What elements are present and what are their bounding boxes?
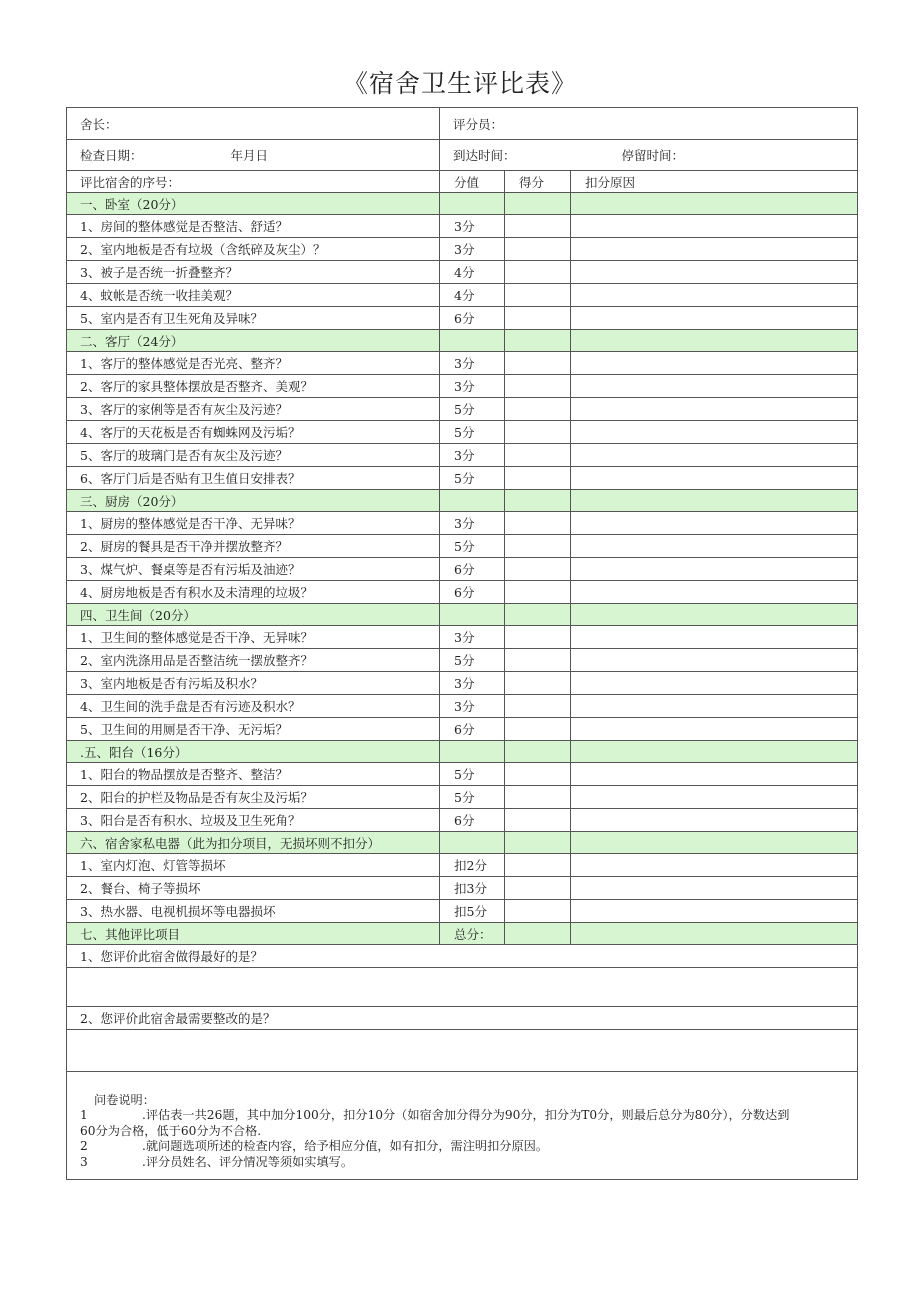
inspection-table <box>66 107 858 1180</box>
item-points: 4分 <box>440 261 505 284</box>
item-points: 3分 <box>440 215 505 238</box>
section-score-cell <box>505 604 571 626</box>
item-reason-input[interactable] <box>571 375 858 398</box>
item-points: 5分 <box>440 467 505 490</box>
time-field[interactable]: 到达时间： 停留时间： <box>440 140 858 171</box>
notes-cell <box>67 1072 858 1180</box>
section-row <box>67 604 858 626</box>
item-points: 3分 <box>440 695 505 718</box>
item-score-input[interactable] <box>505 398 571 421</box>
item-question: 3、煤气炉、餐桌等是否有污垢及油迹？ <box>67 558 440 581</box>
section-title: 七、其他评比项目 <box>67 923 440 945</box>
section-row <box>67 741 858 763</box>
note-number: 1 <box>80 1108 88 1123</box>
item-score-input[interactable] <box>505 535 571 558</box>
dorm-number-field[interactable]: 评比宿舍的序号： <box>67 171 440 193</box>
item-question: 5、卫生间的用厕是否干净、无污垢？ <box>67 718 440 741</box>
item-points: 3分 <box>440 512 505 535</box>
note-text: .评分员姓名、评分情况等须如实填写。 <box>142 1154 354 1169</box>
item-question: 1、房间的整体感觉是否整洁、舒适？ <box>67 215 440 238</box>
item-reason-input[interactable] <box>571 626 858 649</box>
item-points: 6分 <box>440 558 505 581</box>
item-row <box>67 854 858 877</box>
item-points: 6分 <box>440 718 505 741</box>
question-best: 1、您评价此宿舍做得最好的是？ <box>67 945 858 968</box>
item-row <box>67 626 858 649</box>
item-row <box>67 672 858 695</box>
item-score-input[interactable] <box>505 261 571 284</box>
item-reason-input[interactable] <box>571 854 858 877</box>
item-row <box>67 444 858 467</box>
date-field[interactable]: 检查日期： 年月日 <box>67 140 440 171</box>
item-reason-input[interactable] <box>571 467 858 490</box>
item-reason-input[interactable] <box>571 672 858 695</box>
leader-field[interactable]: 舍长： <box>67 108 440 140</box>
section-title: .五、阳台（16分） <box>67 741 440 763</box>
item-question: 1、室内灯泡、灯管等损坏 <box>67 854 440 877</box>
item-question: 5、客厅的玻璃门是否有灰尘及污迹？ <box>67 444 440 467</box>
notes-box <box>80 1081 857 1171</box>
item-score-input[interactable] <box>505 900 571 923</box>
section-reason-cell <box>571 741 858 763</box>
item-reason-input[interactable] <box>571 900 858 923</box>
section-title: 二、客厅（24分） <box>67 330 440 352</box>
notes-row <box>67 1072 858 1180</box>
section-reason-cell <box>571 330 858 352</box>
column-header-score: 得分 <box>505 171 571 193</box>
item-row <box>67 535 858 558</box>
section-reason-cell <box>571 604 858 626</box>
section-row-other <box>67 923 858 945</box>
item-row <box>67 284 858 307</box>
item-points: 5分 <box>440 398 505 421</box>
item-reason-input[interactable] <box>571 558 858 581</box>
item-points: 扣3分 <box>440 877 505 900</box>
item-points: 3分 <box>440 672 505 695</box>
note-text: .就问题选项所述的检查内容，给予相应分值，如有扣分，需注明扣分原因。 <box>142 1139 549 1154</box>
item-row <box>67 307 858 330</box>
note-item <box>80 1108 857 1124</box>
item-points: 5分 <box>440 763 505 786</box>
item-score-input[interactable] <box>505 375 571 398</box>
scorer-field[interactable]: 评分员： <box>440 108 858 140</box>
item-reason-input[interactable] <box>571 238 858 261</box>
section-points-cell <box>440 741 505 763</box>
item-question: 2、厨房的餐具是否干净并摆放整齐？ <box>67 535 440 558</box>
item-row <box>67 512 858 535</box>
section-points-cell <box>440 604 505 626</box>
item-question: 1、厨房的整体感觉是否干净、无异味？ <box>67 512 440 535</box>
section-row <box>67 330 858 352</box>
total-label: 总分： <box>440 923 505 945</box>
section-row <box>67 832 858 854</box>
item-reason-input[interactable] <box>571 763 858 786</box>
item-question: 4、蚊帐是否统一收挂美观？ <box>67 284 440 307</box>
item-row <box>67 718 858 741</box>
item-row <box>67 558 858 581</box>
item-row <box>67 786 858 809</box>
item-score-input[interactable] <box>505 581 571 604</box>
item-question: 6、客厅门后是否贴有卫生值日安排表？ <box>67 467 440 490</box>
section-score-cell <box>505 193 571 215</box>
item-row <box>67 215 858 238</box>
item-score-input[interactable] <box>505 763 571 786</box>
item-reason-input[interactable] <box>571 877 858 900</box>
section-row <box>67 490 858 512</box>
column-header-points: 分值 <box>440 171 505 193</box>
note-number: 3 <box>80 1154 88 1169</box>
item-row <box>67 421 858 444</box>
item-reason-input[interactable] <box>571 535 858 558</box>
item-row <box>67 398 858 421</box>
item-score-input[interactable] <box>505 558 571 581</box>
item-score-input[interactable] <box>505 877 571 900</box>
item-points: 6分 <box>440 581 505 604</box>
item-question: 4、卫生间的洗手盘是否有污迹及积水？ <box>67 695 440 718</box>
header-row-date <box>67 140 858 171</box>
section-points-cell <box>440 193 505 215</box>
item-points: 6分 <box>440 809 505 832</box>
column-header-row <box>67 171 858 193</box>
item-points: 扣2分 <box>440 854 505 877</box>
question-row <box>67 945 858 968</box>
item-row <box>67 649 858 672</box>
item-row <box>67 763 858 786</box>
item-points: 6分 <box>440 307 505 330</box>
item-reason-input[interactable] <box>571 649 858 672</box>
note-item <box>80 1155 857 1171</box>
item-question: 2、餐台、椅子等损坏 <box>67 877 440 900</box>
question-row <box>67 1007 858 1030</box>
item-score-input[interactable] <box>505 307 571 330</box>
note-continuation: 60分为合格，低于60分为不合格. <box>80 1123 262 1138</box>
item-score-input[interactable] <box>505 718 571 741</box>
notes-heading: 问卷说明： <box>94 1092 155 1107</box>
item-reason-input[interactable] <box>571 809 858 832</box>
item-score-input[interactable] <box>505 649 571 672</box>
section-points-cell <box>440 330 505 352</box>
section-reason-cell <box>571 193 858 215</box>
item-score-input[interactable] <box>505 672 571 695</box>
item-question: 1、客厅的整体感觉是否光亮、整齐？ <box>67 352 440 375</box>
item-score-input[interactable] <box>505 626 571 649</box>
answer-best-field[interactable] <box>67 968 858 1007</box>
item-reason-input[interactable] <box>571 307 858 330</box>
note-number: 2 <box>80 1139 88 1154</box>
item-question: 4、客厅的天花板是否有蜘蛛网及污垢？ <box>67 421 440 444</box>
item-row <box>67 467 858 490</box>
item-score-input[interactable] <box>505 238 571 261</box>
item-reason-input[interactable] <box>571 695 858 718</box>
item-question: 2、室内地板是否有垃圾（含纸碎及灰尘）？ <box>67 238 440 261</box>
section-score-cell <box>505 330 571 352</box>
section-title: 一、卧室（20分） <box>67 193 440 215</box>
item-points: 4分 <box>440 284 505 307</box>
item-reason-input[interactable] <box>571 352 858 375</box>
item-row <box>67 261 858 284</box>
question-improve: 2、您评价此宿舍最需要整改的是？ <box>67 1007 858 1030</box>
item-points: 5分 <box>440 535 505 558</box>
section-score-cell <box>505 741 571 763</box>
item-row <box>67 352 858 375</box>
item-score-input[interactable] <box>505 854 571 877</box>
item-score-input[interactable] <box>505 695 571 718</box>
section-title: 四、卫生间（20分） <box>67 604 440 626</box>
item-question: 2、室内洗涤用品是否整洁统一摆放整齐？ <box>67 649 440 672</box>
item-question: 5、室内是否有卫生死角及异味？ <box>67 307 440 330</box>
item-score-input[interactable] <box>505 215 571 238</box>
section-points-cell <box>440 832 505 854</box>
item-points: 3分 <box>440 352 505 375</box>
item-points: 3分 <box>440 375 505 398</box>
item-points: 3分 <box>440 238 505 261</box>
total-score-cell[interactable] <box>505 923 571 945</box>
item-reason-input[interactable] <box>571 284 858 307</box>
item-reason-input[interactable] <box>571 512 858 535</box>
item-score-input[interactable] <box>505 809 571 832</box>
item-row <box>67 581 858 604</box>
item-score-input[interactable] <box>505 284 571 307</box>
section-score-cell <box>505 490 571 512</box>
item-reason-input[interactable] <box>571 398 858 421</box>
section-title: 三、厨房（20分） <box>67 490 440 512</box>
item-question: 3、阳台是否有积水、垃圾及卫生死角？ <box>67 809 440 832</box>
item-reason-input[interactable] <box>571 786 858 809</box>
page-title: 《宿舍卫生评比表》 <box>342 69 577 98</box>
item-row <box>67 695 858 718</box>
section-row <box>67 193 858 215</box>
item-row <box>67 375 858 398</box>
note-item <box>80 1139 857 1155</box>
total-reason-cell[interactable] <box>571 923 858 945</box>
item-score-input[interactable] <box>505 421 571 444</box>
item-question: 1、阳台的物品摆放是否整齐、整洁？ <box>67 763 440 786</box>
item-question: 3、被子是否统一折叠整齐？ <box>67 261 440 284</box>
item-question: 3、客厅的家俐等是否有灰尘及污迹？ <box>67 398 440 421</box>
item-question: 1、卫生间的整体感觉是否干净、无异味？ <box>67 626 440 649</box>
item-score-input[interactable] <box>505 512 571 535</box>
item-reason-input[interactable] <box>571 581 858 604</box>
item-reason-input[interactable] <box>571 718 858 741</box>
answer-improve-field[interactable] <box>67 1030 858 1072</box>
item-reason-input[interactable] <box>571 261 858 284</box>
item-score-input[interactable] <box>505 467 571 490</box>
item-reason-input[interactable] <box>571 444 858 467</box>
item-question: 3、热水器、电视机损坏等电器损坏 <box>67 900 440 923</box>
header-row-leader <box>67 108 858 140</box>
item-question: 3、室内地板是否有污垢及积水？ <box>67 672 440 695</box>
item-row <box>67 238 858 261</box>
item-question: 4、厨房地板是否有积水及未清理的垃圾？ <box>67 581 440 604</box>
item-question: 2、阳台的护栏及物品是否有灰尘及污垢？ <box>67 786 440 809</box>
column-header-reason: 扣分原因 <box>571 171 858 193</box>
item-reason-input[interactable] <box>571 421 858 444</box>
item-score-input[interactable] <box>505 786 571 809</box>
section-reason-cell <box>571 490 858 512</box>
item-points: 3分 <box>440 626 505 649</box>
section-title: 六、宿舍家私电器（此为扣分项目，无损坏则不扣分） <box>67 832 440 854</box>
item-points: 5分 <box>440 649 505 672</box>
item-score-input[interactable] <box>505 352 571 375</box>
answer-row <box>67 968 858 1007</box>
item-row <box>67 809 858 832</box>
item-row <box>67 877 858 900</box>
note-text: .评估表一共26题，其中加分100分，扣分10分（如宿舍加分得分为90分，扣分为T0分，则最后总分为80分），分数达到 <box>142 1108 790 1123</box>
item-points: 5分 <box>440 421 505 444</box>
section-reason-cell <box>571 832 858 854</box>
item-points: 5分 <box>440 786 505 809</box>
answer-row <box>67 1030 858 1072</box>
item-row <box>67 900 858 923</box>
item-points: 3分 <box>440 444 505 467</box>
section-points-cell <box>440 490 505 512</box>
section-score-cell <box>505 832 571 854</box>
item-reason-input[interactable] <box>571 215 858 238</box>
item-score-input[interactable] <box>505 444 571 467</box>
item-points: 扣5分 <box>440 900 505 923</box>
item-question: 2、客厅的家具整体摆放是否整齐、美观？ <box>67 375 440 398</box>
